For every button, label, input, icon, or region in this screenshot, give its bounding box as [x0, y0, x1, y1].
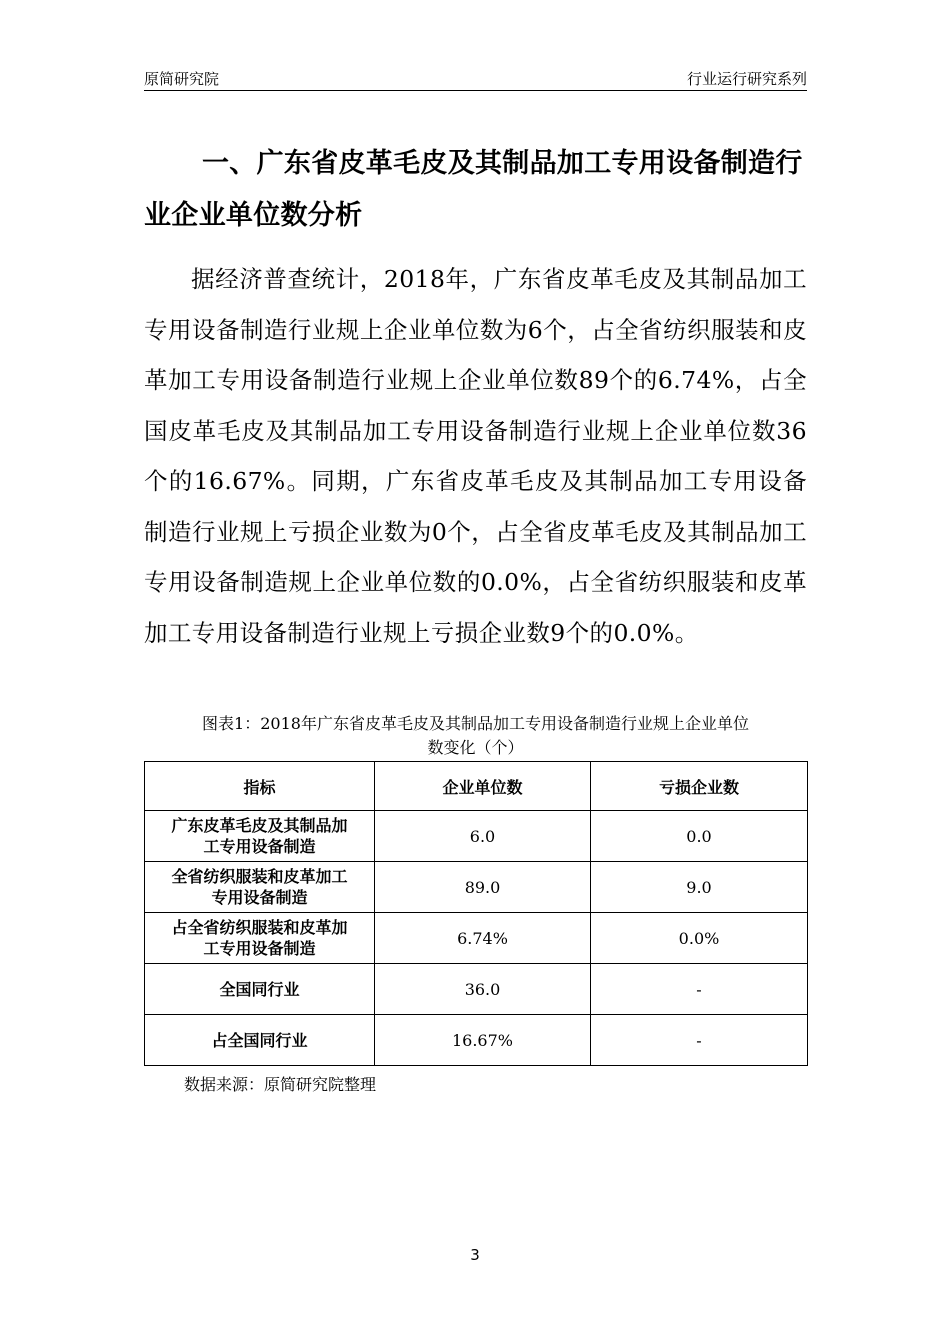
header-org-name: 原简研究院 — [144, 70, 220, 88]
row-label — [145, 862, 375, 913]
row-label — [145, 913, 375, 964]
caption-line-2: 数变化（个） — [427, 738, 524, 757]
data-source-note: 数据来源：原简研究院整理 — [184, 1075, 377, 1094]
page-header — [144, 66, 807, 91]
section-title: 一、广东省皮革毛皮及其制品加工专用设备制造行业企业单位数分析 — [144, 148, 803, 231]
row-label — [145, 1015, 375, 1066]
page-number: 3 — [470, 1246, 480, 1264]
row-label-line: 占全省纺织服装和皮革加 — [171, 918, 348, 937]
row-label — [145, 964, 375, 1015]
row-label-line: 全国同行业 — [219, 979, 300, 999]
table-row — [145, 862, 808, 913]
row-label-line: 全省纺织服装和皮革加工 — [171, 867, 348, 886]
row-label — [145, 811, 375, 862]
table-row — [145, 811, 808, 862]
losses-cell: 0.0 — [591, 811, 808, 862]
enterprises-cell: 89.0 — [375, 862, 591, 913]
column-header-enterprises: 企业单位数 — [375, 762, 591, 811]
losses-cell: - — [591, 964, 808, 1015]
table-row — [145, 1015, 808, 1066]
enterprises-cell: 6.74% — [375, 913, 591, 964]
table-row — [145, 964, 808, 1015]
enterprises-cell: 36.0 — [375, 964, 591, 1015]
losses-cell: - — [591, 1015, 808, 1066]
table-header-row — [145, 762, 808, 811]
enterprises-cell: 6.0 — [375, 811, 591, 862]
row-label-line: 专用设备制造 — [211, 888, 308, 907]
row-label-line: 工专用设备制造 — [203, 939, 316, 958]
data-table — [144, 761, 808, 1066]
row-label-line: 占全国同行业 — [211, 1030, 308, 1050]
column-header-losses: 亏损企业数 — [591, 762, 808, 811]
losses-cell: 0.0% — [591, 913, 808, 964]
body-paragraph: 据经济普查统计，2018年，广东省皮革毛皮及其制品加工专用设备制造行业规上企业单位数为6个，占全省纺织服装和皮革加工专用设备制造行业规上企业单位数89个的6.74%，占全国皮革毛皮及其制品加工专用设备制造行业规上企业单位数36个的16.67%。同期，广东省皮革毛皮及其制品加工专用设备制造行业规上亏损企业数为0个，占全省皮革毛皮及其制品加工专用设备制造规上企业单位数的0.0%，占全省纺织服装和皮革加工专用设备制造行业规上亏损企业数9个的0.0%。 — [144, 265, 807, 647]
table-row — [145, 913, 808, 964]
enterprises-cell: 16.67% — [375, 1015, 591, 1066]
caption-line-1: 图表1：2018年广东省皮革毛皮及其制品加工专用设备制造行业规上企业单位 — [202, 714, 749, 733]
losses-cell: 9.0 — [591, 862, 808, 913]
table-caption — [144, 712, 807, 760]
row-label-line: 广东皮革毛皮及其制品加 — [171, 816, 348, 835]
row-label-line: 工专用设备制造 — [203, 837, 316, 856]
header-series-name: 行业运行研究系列 — [686, 70, 807, 88]
column-header-indicator: 指标 — [145, 762, 375, 811]
